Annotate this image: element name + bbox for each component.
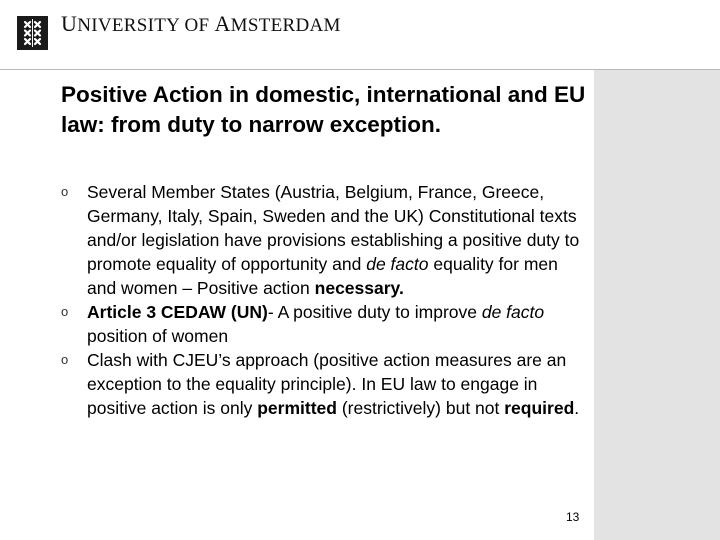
university-name bbox=[61, 9, 341, 41]
bullet-text-segment: de facto bbox=[481, 302, 545, 322]
university-name-part-last: MSTERDAM bbox=[230, 15, 341, 36]
bullet-text-segment: permitted bbox=[257, 398, 337, 418]
right-side-panel bbox=[594, 70, 720, 540]
bullet-text-segment: Article 3 CEDAW (UN) bbox=[87, 302, 268, 322]
bullet-text-segment: . bbox=[574, 398, 580, 418]
slide-header bbox=[0, 0, 720, 68]
bullet-text-segment: - A positive duty to improve bbox=[267, 302, 482, 322]
bullet-item bbox=[61, 300, 589, 348]
bullet-text-segment: required bbox=[504, 398, 575, 418]
bullet-marker-icon: o bbox=[61, 184, 69, 199]
university-name-part: NIVERSITY OF bbox=[77, 15, 215, 36]
uva-logo-icon bbox=[17, 16, 48, 50]
slide-title: Positive Action in domestic, international and EU law: from duty to narrow exception. bbox=[61, 82, 586, 137]
bullet-list bbox=[61, 180, 589, 420]
bullet-text-segment: Clash with CJEU’s approach (positive action measures are an exception to the equality principle). In EU law to engage in positive action is only bbox=[87, 350, 567, 418]
uva-logo-svg bbox=[17, 16, 48, 50]
page-number: 13 bbox=[566, 510, 580, 524]
bullet-marker-icon: o bbox=[61, 304, 69, 319]
bullet-text-segment: (restrictively) but not bbox=[336, 398, 505, 418]
bullet-text-segment: equality for men and women – Positive action bbox=[87, 254, 558, 298]
bullet-item bbox=[61, 348, 589, 420]
bullet-text-segment: position of women bbox=[87, 326, 229, 346]
bullet-marker-icon: o bbox=[61, 352, 69, 367]
university-name-initial-a: A bbox=[214, 11, 231, 36]
bullet-text-segment: Several Member States (Austria, Belgium, France, Greece, Germany, Italy, Spain, Sweden and the UK) Constitutional texts and/or legislation have provisions establishing a positive duty to promote equality of opportunity and bbox=[87, 182, 580, 274]
university-name-initial: U bbox=[61, 11, 78, 36]
bullet-text-segment: de facto bbox=[366, 254, 429, 274]
bullet-text-segment: necessary. bbox=[314, 278, 404, 298]
bullet-item bbox=[61, 180, 589, 300]
